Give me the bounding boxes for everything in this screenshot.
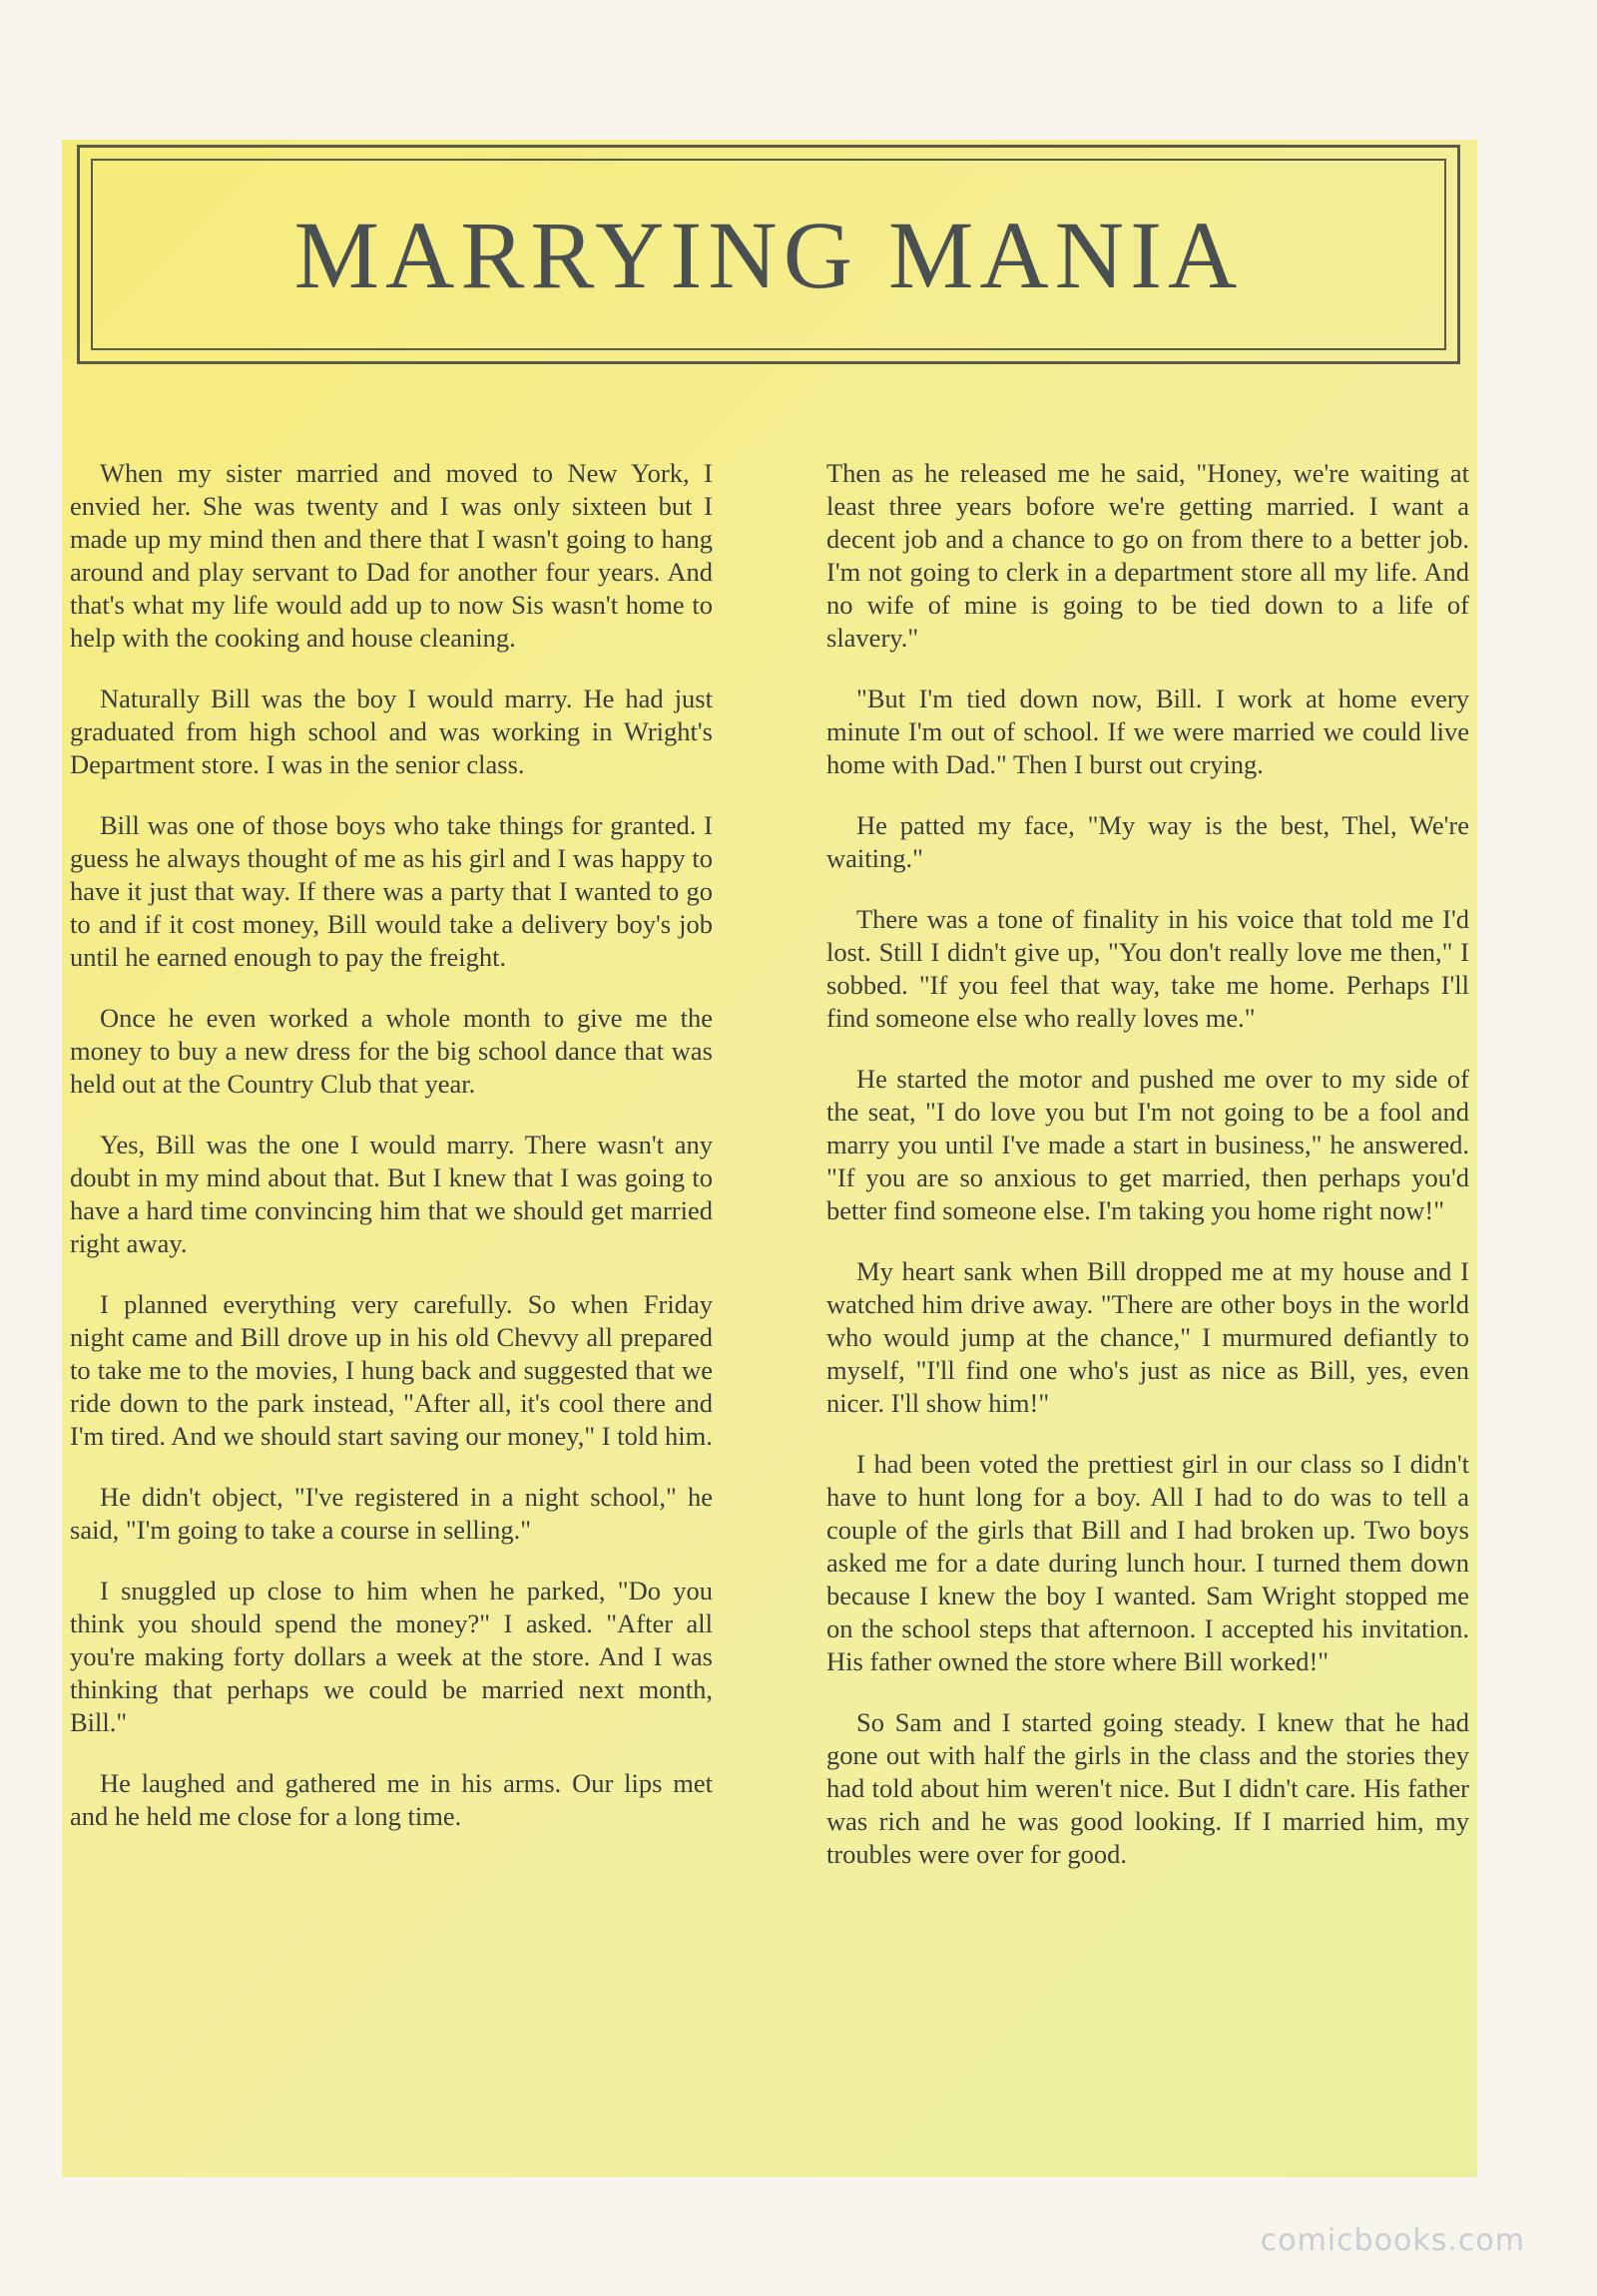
paragraph: When my sister married and moved to New York, I envied her. She was twenty and I was only sixteen but I made up my mind then and there that I wasn't going to hang around and play servant to Dad for another four years. And that's what my life would add up to now Sis wasn't home to help with the cooking and house cleaning. [70, 458, 713, 653]
title-frame [77, 145, 1460, 364]
right-column [826, 457, 1469, 1899]
paragraph: Bill was one of those boys who take things for granted. I guess he always thought of me as his girl and I was happy to have it just that way. If there was a party that I wanted to go to and if it cost money, Bill would take a delivery boy's job until he earned enough to pay the freight. [70, 810, 713, 972]
paragraph: He patted my face, "My way is the best, Thel, We're waiting." [826, 810, 1469, 873]
paragraph: Once he even worked a whole month to give me the money to buy a new dress for the big school dance that was held out at the Country Club that year. [70, 1003, 713, 1099]
site-watermark: comicbooks.com [1260, 2223, 1525, 2258]
paragraph: "But I'm tied down now, Bill. I work at home every minute I'm out of school. If we were married we could live home with Dad." Then I burst out crying. [826, 684, 1469, 779]
left-column [70, 457, 713, 1899]
paragraph: There was a tone of finality in his voice that told me I'd lost. Still I didn't give up, "You don't really love me then," I sobbed. "If you feel that way, take me home. Perhaps I'll find someone else who really loves me." [826, 904, 1469, 1033]
paragraph: He laughed and gathered me in his arms. Our lips met and he held me close for a long time. [70, 1768, 713, 1831]
paragraph: I planned everything very carefully. So when Friday night came and Bill drove up in his old Chevvy all prepared to take me to the movies, I hung back and suggested that we ride down to the park instead, "After all, it's cool there and I'm tired. And we should start saving our money," I told him. [70, 1289, 713, 1451]
paragraph: So Sam and I started going steady. I knew that he had gone out with half the girls in the class and the stories they had told about him weren't nice. But I didn't care. His father was rich and he was good looking. If I married him, my troubles were over for good. [826, 1707, 1469, 1869]
paragraph: My heart sank when Bill dropped me at my house and I watched him drive away. "There are other boys in the world who would jump at the chance," I murmured defiantly to myself, "I'll find one who's just as nice as Bill, yes, even nicer. I'll show him!" [826, 1256, 1469, 1418]
paragraph: Naturally Bill was the boy I would marry. He had just graduated from high school and was working in Wright's Department store. I was in the senior class. [70, 684, 713, 779]
paragraph: Then as he released me he said, "Honey, we're waiting at least three years bofore we're getting married. I want a decent job and a chance to go on from there to a better job. I'm not going to clerk in a department store all my life. And no wife of mine is going to be tied down to a life of slavery." [826, 458, 1469, 653]
paragraph: He started the motor and pushed me over to my side of the seat, "I do love you but I'm not going to be a fool and marry you until I've made a start in business," he answered. "If you are so anxious to get married, then perhaps you'd better find someone else. I'm taking you home right now!" [826, 1064, 1469, 1225]
paragraph: Yes, Bill was the one I would marry. There wasn't any doubt in my mind about that. But I knew that I was going to have a hard time convincing him that we should get married right away. [70, 1130, 713, 1258]
story-page [62, 140, 1477, 2177]
text-columns [70, 457, 1469, 1899]
paragraph: I snuggled up close to him when he parked, "Do you think you should spend the money?" I asked. "After all you're making forty dollars a week at the store. And I was thinking that perhaps we could be married next month, Bill." [70, 1576, 713, 1737]
title-frame-inner [91, 159, 1446, 350]
paragraph: He didn't object, "I've registered in a night school," he said, "I'm going to take a course in selling." [70, 1482, 713, 1545]
story-title: MARRYING MANIA [293, 201, 1244, 308]
paragraph: I had been voted the prettiest girl in our class so I didn't have to hunt long for a boy. All I had to do was to tell a couple of the girls that Bill and I had broken up. Two boys asked me for a date during lunch hour. I turned them down because I knew the boy I wanted. Sam Wright stopped me on the school steps that afternoon. I accepted his invitation. His father owned the store where Bill worked!" [826, 1449, 1469, 1676]
